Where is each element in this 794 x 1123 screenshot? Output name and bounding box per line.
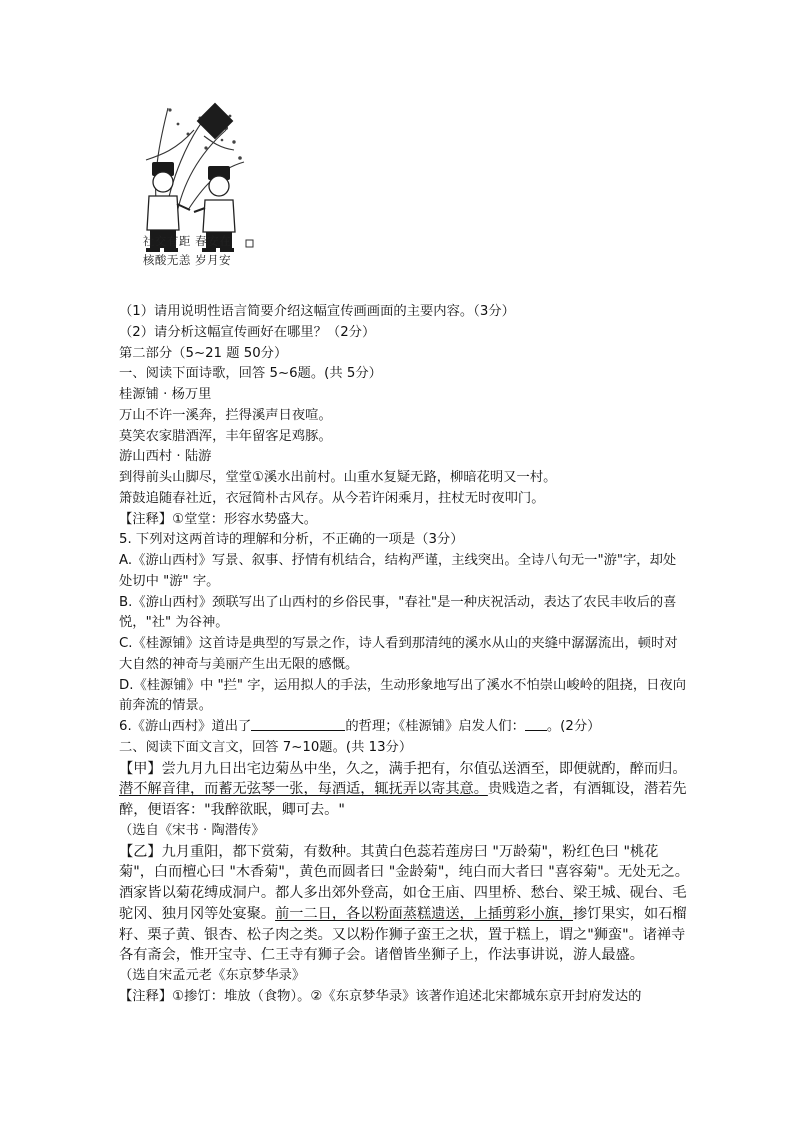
passage-yi-underlined: 前一二日，各以粉面蒸糕遗送，上插剪彩小旗， xyxy=(275,905,574,922)
kite-shape xyxy=(197,103,234,140)
passage-yi-text-2: 掺饤果实，如石榴籽、栗子黄、银杏、松子肉之类。又以粉作狮子蛮王之状，置于糕上，谓之"狮蛮"。诸禅寺各有斋会，惟开宝寺、仁王寺有狮子会。诸僧皆坐狮子上，作法事讲说，游人最盛。 xyxy=(119,905,687,964)
question-2: （2）请分析这幅宣传画好在哪里？（2分） xyxy=(119,324,376,340)
option-a: A.《游山西村》写景、叙事、抒情有机结合，结构严谨，主线突出。全诗八句无一"游"字，却处处切中 "游" 字。 xyxy=(119,553,677,589)
question-5: 5. 下列对这两首诗的理解和分析，不正确的一项是（3分） xyxy=(119,532,464,548)
section-2-heading: 二、阅读下面文言文，回答 7~10题。(共 13分） xyxy=(119,739,413,755)
question-1: （1）请用说明性语言简要介绍这幅宣传画画面的主要内容。（3分） xyxy=(119,304,515,319)
passage-jia xyxy=(119,759,689,821)
poem-2-line-1: 到得前头山脚尽，堂堂①溪水出前村。山重水复疑无路，柳暗花明又一村。 xyxy=(119,470,557,485)
poster-caption-line-1: 社交有距 春安在 xyxy=(142,234,232,248)
option-d: D.《桂源铺》中 "拦" 字，运用拟人的手法，生动形象地写出了溪水不怕崇山峻岭的阻挠，日夜向前奔流的情景。 xyxy=(119,677,687,714)
passage-jia-underlined: 潜不解音律，而蓄无弦琴一张，每酒适，辄抚弄以寄其意。 xyxy=(119,781,488,798)
part-2-heading: 第二部分（5~21 题 50分） xyxy=(119,345,288,361)
note-1: 【注释】①堂堂：形容水势盛大。 xyxy=(119,511,318,527)
question-6 xyxy=(119,717,689,738)
poster-caption xyxy=(116,232,258,270)
source-2: （选自宋孟元老《东京梦华录》 xyxy=(119,968,306,983)
source-1: （选自《宋书 · 陶潜传》 xyxy=(119,822,265,838)
answer-blank-1[interactable] xyxy=(251,718,345,731)
poem-1-line-2: 莫笑农家腊酒浑，丰年留客足鸡豚。 xyxy=(119,428,332,444)
passage-yi xyxy=(119,842,689,967)
poem-1-line-1: 万山不许一溪奔，拦得溪声日夜喧。 xyxy=(119,407,332,423)
poster-caption-line-2: 核酸无恙 岁月安 xyxy=(142,253,232,267)
option-c: C.《桂源铺》这首诗是典型的写景之作，诗人看到那清纯的溪水从山的夹缝中潺潺流出，顿时对大自然的神奇与美丽产生出无限的感慨。 xyxy=(119,636,678,672)
document-body xyxy=(119,302,689,1008)
passage-jia-text-1: 【甲】尝九月九日出宅边菊丛中坐，久之，满手把有，尔值弘送酒至，即便就酌，醉而归。 xyxy=(119,760,687,777)
poem-1-title: 桂源铺 · 杨万里 xyxy=(119,387,212,402)
note-2: 【注释】①掺饤：堆放（食物）。②《东京梦华录》该著作追述北宋都城东京开封府发达的 xyxy=(119,988,642,1004)
passage-yi-text-1: 【乙】九月重阳，都下赏菊，有数种。其黄白色蕊若莲房曰 "万龄菊"，粉红色曰 "桃花菊"，白而檀心曰 "木香菊"，黄色而圆者曰 "金龄菊"，纯白而大者曰 "喜容菊"。无处无之。酒家皆以菊花缚成洞户。都人多出郊外登高，如仓王庙、四里桥、愁台、梁王城、砚台、毛驼冈、独月冈等处宴聚。 xyxy=(119,843,689,922)
poem-2-title: 游山西村 · 陆游 xyxy=(119,449,212,465)
question-6-part-3: 。(2分） xyxy=(546,719,601,734)
poem-2-line-2: 箫鼓追随春社近，衣冠简朴古风存。从今若许闲乘月，拄杖无时夜叩门。 xyxy=(119,490,545,506)
section-1-heading: 一、阅读下面诗歌，回答 5~6题。(共 5分） xyxy=(119,366,382,382)
answer-blank-2[interactable] xyxy=(525,718,547,731)
option-b: B.《游山西村》颈联写出了山西村的乡俗民事，"春社"是一种庆祝活动，表达了农民丰收后的喜悦，"社" 为谷神。 xyxy=(119,594,677,631)
question-6-part-1: 6.《游山西村》道出了 xyxy=(119,719,252,734)
passage-jia-text-2: 贵贱造之者，有酒辄设，潜若先醉，便语客："我醉欲眠，卿可去。" xyxy=(119,781,687,818)
question-6-part-2: 的哲理；《桂源铺》启发人们： xyxy=(345,719,525,734)
